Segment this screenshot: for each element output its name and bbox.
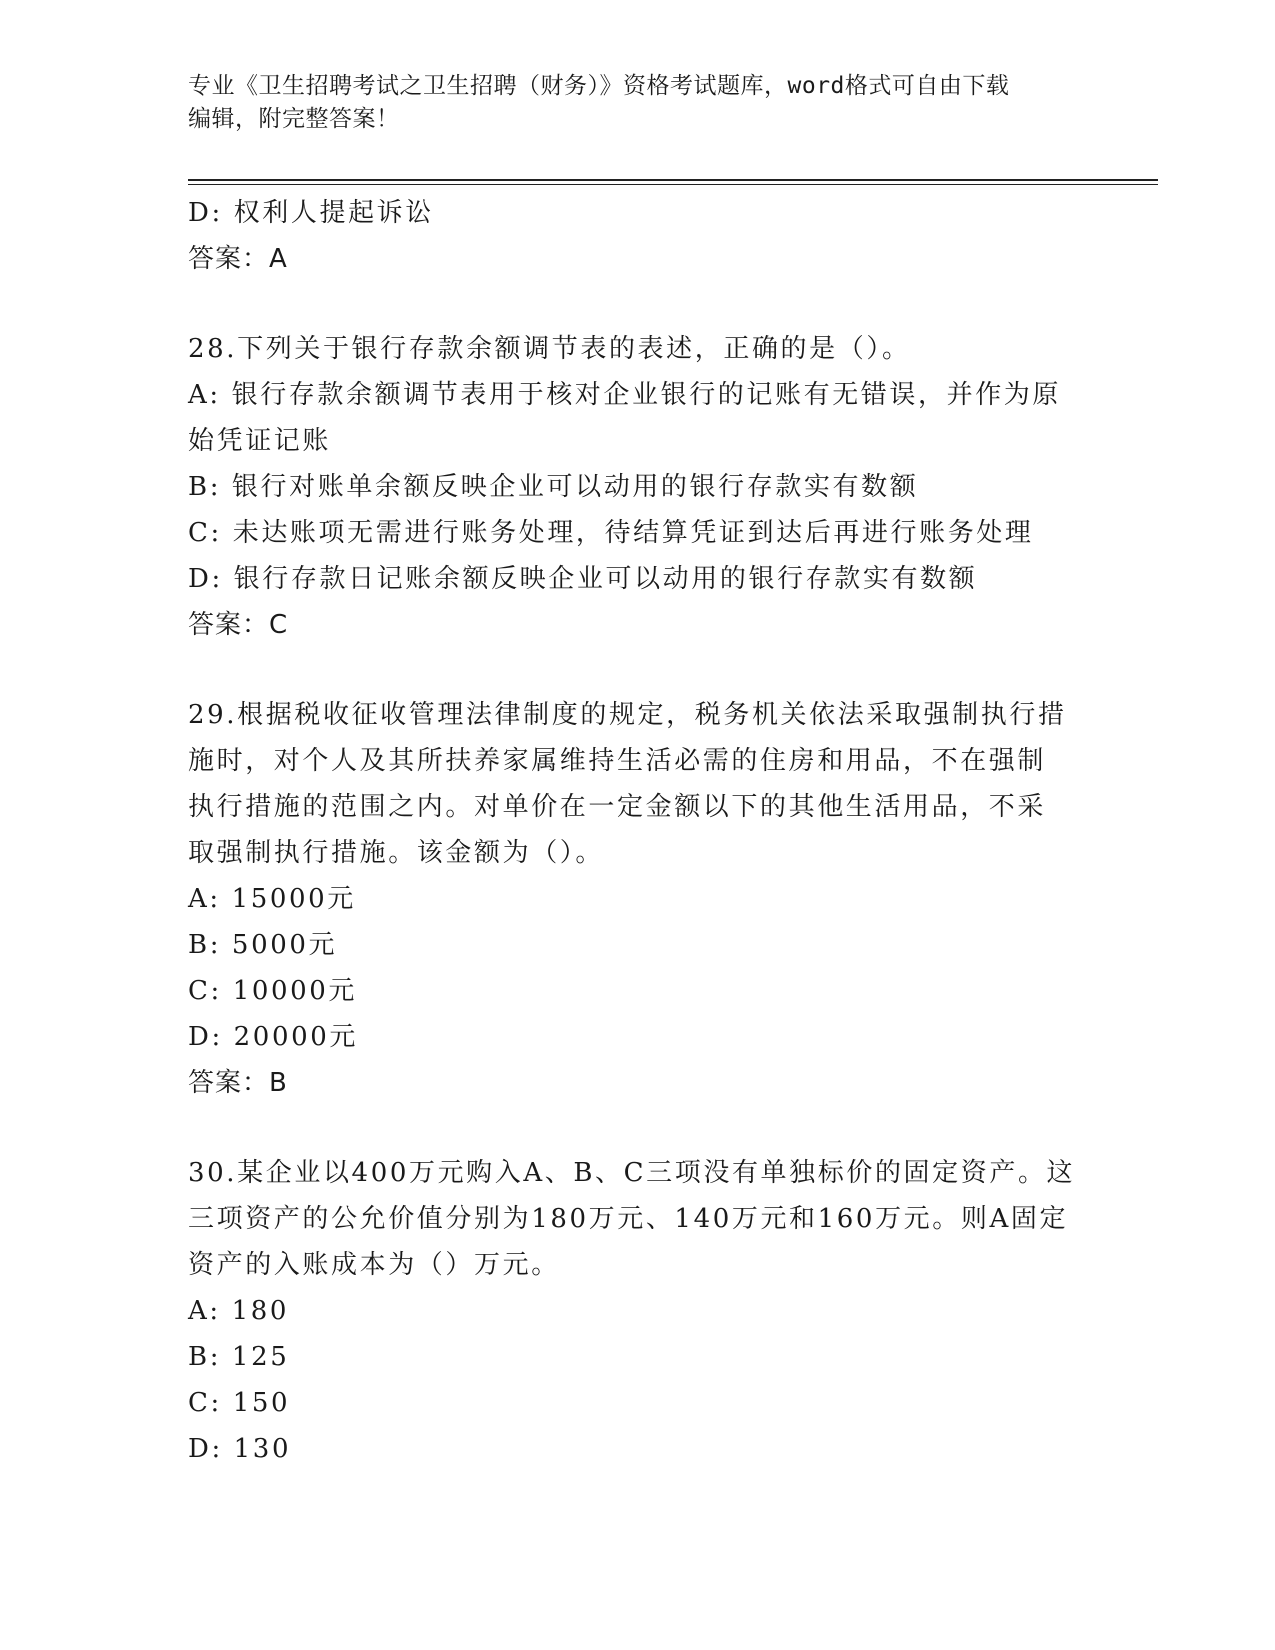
option-c: C: 150 [188, 1388, 291, 1418]
spacer [188, 282, 1088, 326]
option-a: A: 180 [188, 1296, 290, 1326]
spacer [188, 1106, 1088, 1150]
answer: 答案：A [188, 244, 288, 274]
answer: 答案：C [188, 610, 289, 640]
option-c: C: 未达账项无需进行账务处理，待结算凭证到达后再进行账务处理 [188, 518, 1034, 548]
question-30 [188, 1150, 1088, 1472]
question-stem: 30.某企业以400万元购入A、B、C三项没有单独标价的固定资产。这 [188, 1158, 1076, 1188]
header-divider-thin [188, 184, 1158, 185]
option-c: C: 10000元 [188, 976, 358, 1006]
option-a-continued: 始凭证记账 [188, 426, 332, 456]
question-stem: 28.下列关于银行存款余额调节表的表述，正确的是（）。 [188, 334, 911, 364]
spacer [188, 648, 1088, 692]
question-list [188, 190, 1088, 1472]
option-d: D: 20000元 [188, 1022, 358, 1052]
question-stem-continued: 施时，对个人及其所扶养家属维持生活必需的住房和用品，不在强制 [188, 746, 1047, 776]
question-stem-continued: 资产的入账成本为（）万元。 [188, 1250, 560, 1280]
option-a: A: 银行存款余额调节表用于核对企业银行的记账有无错误，并作为原 [188, 380, 1062, 410]
option-b: B: 银行对账单余额反映企业可以动用的银行存款实有数额 [188, 472, 919, 502]
option-b: B: 5000元 [188, 930, 338, 960]
option-d: D: 130 [188, 1434, 292, 1464]
question-28 [188, 326, 1088, 648]
option-a: A: 15000元 [188, 884, 356, 914]
header-divider-thick [188, 179, 1158, 181]
header-line-2: 编辑，附完整答案！ [188, 106, 400, 132]
question-29 [188, 692, 1088, 1106]
document-header [188, 70, 1088, 136]
option-b: B: 125 [188, 1342, 290, 1372]
header-line-1: 专业《卫生招聘考试之卫生招聘（财务）》资格考试题库，word格式可自由下载 [188, 73, 1010, 99]
question-stem-continued: 取强制执行措施。该金额为（）。 [188, 838, 605, 868]
question-stem-continued: 三项资产的公允价值分别为180万元、140万元和160万元。则A固定 [188, 1204, 1069, 1234]
option-d: D: 权利人提起诉讼 [188, 198, 434, 228]
question-stem-continued: 执行措施的范围之内。对单价在一定金额以下的其他生活用品，不采 [188, 792, 1047, 822]
answer: 答案：B [188, 1068, 288, 1098]
question-stem: 29.根据税收征收管理法律制度的规定，税务机关依法采取强制执行措 [188, 700, 1067, 730]
option-d: D: 银行存款日记账余额反映企业可以动用的银行存款实有数额 [188, 564, 978, 594]
question-27-tail [188, 190, 1088, 282]
